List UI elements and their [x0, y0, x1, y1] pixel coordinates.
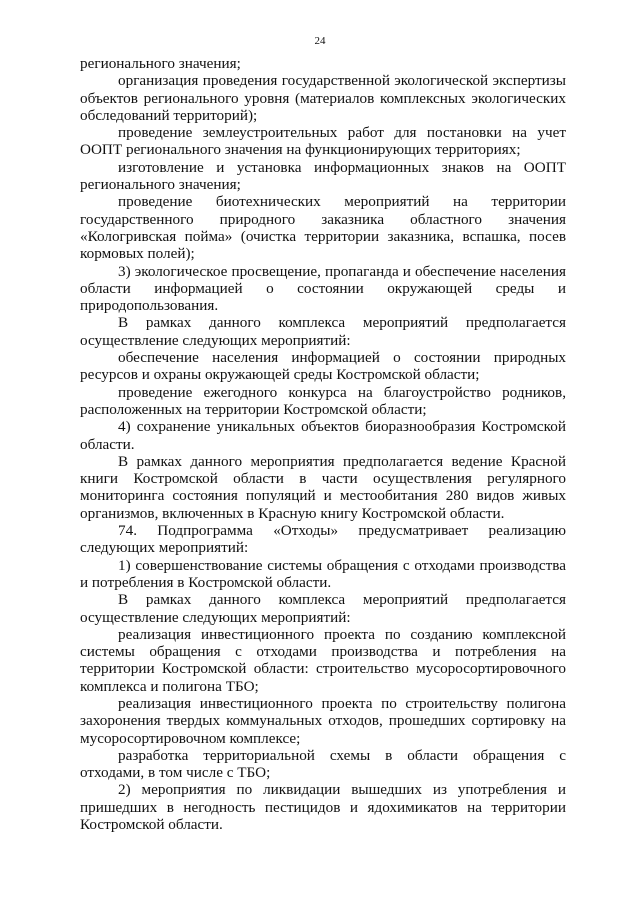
paragraph: реализация инвестиционного проекта по строительству полигона захоронения твердых коммунальных отходов, прошедших сортировку на мусоросортировочном комплексе; [80, 694, 566, 747]
paragraph: В рамках данного комплекса мероприятий предполагается осуществление следующих мероприятий: [80, 591, 566, 626]
paragraph: проведение ежегодного конкурса на благоустройство родников, расположенных на территории Костромской области; [80, 383, 566, 418]
page-number: 24 [314, 35, 326, 47]
paragraph: 1) совершенствование системы обращения с отходами производства и потребления в Костромской области. [80, 556, 566, 591]
paragraph: 3) экологическое просвещение, пропаганда и обеспечение населения области информацией о состоянии окружающей среды и природопользования. [80, 262, 566, 315]
paragraph: реализация инвестиционного проекта по созданию комплексной системы обращения с отходами производства и потребления на территории Костромской области: строительство мусоросортировочного комплекса и полигона ТБО; [80, 625, 566, 695]
paragraph: В рамках данного комплекса мероприятий предполагается осуществление следующих мероприятий: [80, 314, 566, 349]
paragraph: проведение землеустроительных работ для постановки на учет ООПТ регионального значения на функционирующих территориях; [80, 124, 566, 159]
paragraph: изготовление и установка информационных знаков на ООПТ регионального значения; [80, 158, 566, 194]
paragraph: В рамках данного мероприятия предполагается ведение Красной книги Костромской области в части осуществления регулярного мониторинга состояния популяций и местообитания 280 видов живых организмов, включенных в Красную книгу Костромской области. [80, 452, 566, 522]
paragraph: обеспечение населения информацией о состоянии природных ресурсов и охраны окружающей среды Костромской области; [80, 349, 566, 384]
paragraph: 2) мероприятия по ликвидации вышедших из употребления и пришедших в негодность пестицидов и ядохимикатов на территории Костромской области. [80, 781, 566, 834]
paragraph: регионального значения; [80, 55, 241, 72]
paragraph: организация проведения государственной экологической экспертизы объектов регионального уровня (материалов комплексных экологических обследований территорий); [80, 72, 566, 124]
paragraph: 4) сохранение уникальных объектов биоразнообразия Костромской области. [80, 418, 566, 453]
paragraph: разработка территориальной схемы в области обращения с отходами, в том числе с ТБО; [80, 746, 566, 782]
paragraph: 74. Подпрограмма «Отходы» предусматривает реализацию следующих мероприятий: [80, 522, 566, 557]
paragraph: проведение биотехнических мероприятий на территории государственного природного заказника областного значения «Кологривская пойма» (очистка территории заказника, вспашка, посев кормовых полей); [80, 193, 566, 263]
document-body [80, 55, 566, 833]
